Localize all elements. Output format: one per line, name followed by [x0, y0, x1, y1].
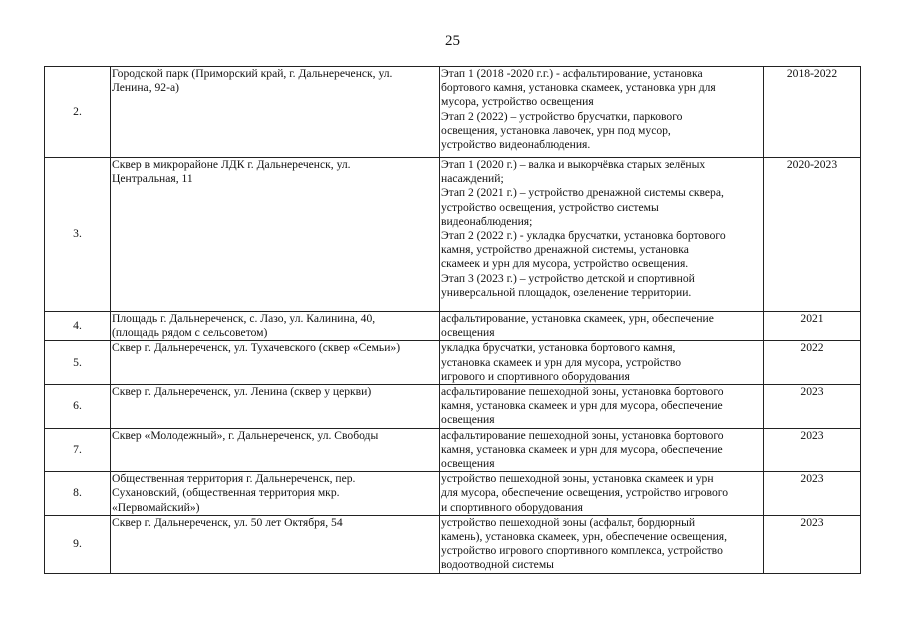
object-name-cell	[111, 67, 440, 158]
object-name-line: Площадь г. Дальнереченск, с. Лазо, ул. Калинина, 40,	[112, 312, 376, 325]
works-description-cell	[440, 312, 764, 341]
table-row	[45, 515, 861, 573]
works-description-line: Этап 2 (2021 г.) – устройство дренажной системы сквера,	[441, 186, 724, 200]
table-row	[45, 472, 861, 516]
object-name-line: Центральная, 11	[112, 172, 193, 186]
improvement-objects-table	[44, 66, 861, 574]
works-description-line: укладка брусчатки, установка бортового камня,	[441, 341, 676, 355]
object-name-line: (площадь рядом с сельсоветом)	[112, 326, 268, 340]
object-name-line: Городской парк (Приморский край, г. Дальнереченск, ул.	[112, 67, 393, 80]
object-name-line: Сквер «Молодежный», г. Дальнереченск, ул. Свободы	[112, 428, 379, 442]
object-name-cell	[111, 515, 440, 573]
works-description-cell	[440, 67, 764, 158]
implementation-period: 2020-2023	[764, 158, 861, 312]
object-name-line: Сквер г. Дальнереченск, ул. Ленина (сквер у церкви)	[112, 385, 372, 399]
object-name-line: Сквер г. Дальнереченск, ул. 50 лет Октября, 54	[112, 515, 343, 529]
works-description-line: игрового и спортивного оборудования	[441, 369, 630, 383]
works-description-line: камня, устройство дренажной системы, установка	[441, 243, 689, 257]
works-description-line: камня, установка скамеек и урн для мусора, обеспечение	[441, 442, 723, 456]
implementation-period: 2023	[764, 428, 861, 472]
works-description-line: видеонаблюдения;	[441, 214, 533, 228]
table-row	[45, 428, 861, 472]
works-description-line: освещения	[441, 413, 495, 427]
implementation-period: 2021	[764, 312, 861, 341]
works-description-line: асфальтирование пешеходной зоны, установка бортового	[441, 385, 724, 399]
row-number: 8.	[45, 472, 111, 516]
works-description-line: и спортивного оборудования	[441, 500, 583, 514]
object-name-cell	[111, 472, 440, 516]
works-description-line: устройство пешеходной зоны (асфальт, бордюрный	[441, 515, 696, 529]
works-description-line: для мусора, обеспечение освещения, устройство игрового	[441, 486, 729, 500]
table-row	[45, 312, 861, 341]
works-description-cell	[440, 428, 764, 472]
object-name-cell	[111, 341, 440, 385]
works-description-line: Этап 1 (2020 г.) – валка и выкорчёвка старых зелёных	[441, 158, 706, 171]
implementation-period: 2022	[764, 341, 861, 385]
works-description-line: освещения	[441, 326, 495, 340]
table-row	[45, 341, 861, 385]
object-name-cell	[111, 385, 440, 429]
works-description-line: освещения	[441, 457, 495, 471]
works-description-line: устройство пешеходной зоны, установка скамеек и урн	[441, 472, 714, 486]
implementation-period: 2023	[764, 515, 861, 573]
works-description-line: Этап 2 (2022) – устройство брусчатки, паркового	[441, 109, 683, 123]
object-name-line: Ленина, 92-а)	[112, 81, 179, 95]
works-description-line: устройство игрового спортивного комплекса, устройство	[441, 544, 723, 558]
works-description-line: камень), установка скамеек, урн, обеспечение освещения,	[441, 530, 728, 544]
object-name-line: Общественная территория г. Дальнереченск, пер.	[112, 472, 356, 486]
works-description-line: асфальтирование, установка скамеек, урн, обеспечение	[441, 312, 714, 325]
works-description-line: Этап 2 (2022 г.) - укладка брусчатки, установка бортового	[441, 229, 726, 243]
works-description-cell	[440, 385, 764, 429]
works-description-line: асфальтирование пешеходной зоны, установка бортового	[441, 428, 724, 442]
page-number: 25	[445, 33, 460, 49]
works-description-line: бортового камня, установка скамеек, установка урн для	[441, 81, 716, 95]
object-name-line: Сухановский, (общественная территория мкр.	[112, 486, 340, 500]
implementation-period: 2023	[764, 385, 861, 429]
implementation-period: 2018-2022	[764, 67, 861, 158]
works-description-line: универсальной площадок, озеленение территории.	[441, 285, 692, 299]
works-description-line: мусора, устройство освещения	[441, 95, 594, 109]
row-number: 4.	[45, 312, 111, 341]
row-number: 9.	[45, 515, 111, 573]
object-name-line: «Первомайский»)	[112, 500, 200, 514]
works-description-line: освещения, установка лавочек, урн под мусор,	[441, 123, 671, 137]
works-description-cell	[440, 341, 764, 385]
table-row	[45, 158, 861, 312]
row-number: 5.	[45, 341, 111, 385]
row-number: 2.	[45, 67, 111, 158]
row-number: 6.	[45, 385, 111, 429]
object-name-line: Сквер в микрорайоне ЛДК г. Дальнереченск, ул.	[112, 158, 351, 171]
object-name-cell	[111, 312, 440, 341]
works-description-cell	[440, 158, 764, 312]
works-description-line: установка скамеек и урн для мусора, устройство	[441, 355, 682, 369]
works-description-line: устройство освещения, устройство системы	[441, 200, 659, 214]
works-description-line: камня, установка скамеек и урн для мусора, обеспечение	[441, 399, 723, 413]
object-name-line: Сквер г. Дальнереченск, ул. Тухачевского (сквер «Семьи»)	[112, 341, 401, 355]
works-description-line: скамеек и урн для мусора, устройство освещения.	[441, 257, 689, 271]
works-description-cell	[440, 472, 764, 516]
table-row	[45, 67, 861, 158]
object-name-cell	[111, 428, 440, 472]
row-number: 7.	[45, 428, 111, 472]
object-name-cell	[111, 158, 440, 312]
works-description-line: устройство видеонаблюдения.	[441, 138, 591, 152]
table-row	[45, 385, 861, 429]
row-number: 3.	[45, 158, 111, 312]
works-description-line: Этап 3 (2023 г.) – устройство детской и спортивной	[441, 271, 695, 285]
implementation-period: 2023	[764, 472, 861, 516]
works-description-line: насаждений;	[441, 172, 504, 186]
works-description-line: Этап 1 (2018 -2020 г.г.) - асфальтирование, установка	[441, 67, 703, 80]
works-description-cell	[440, 515, 764, 573]
table-body	[45, 67, 861, 574]
works-description-line: водоотводной системы	[441, 558, 554, 572]
